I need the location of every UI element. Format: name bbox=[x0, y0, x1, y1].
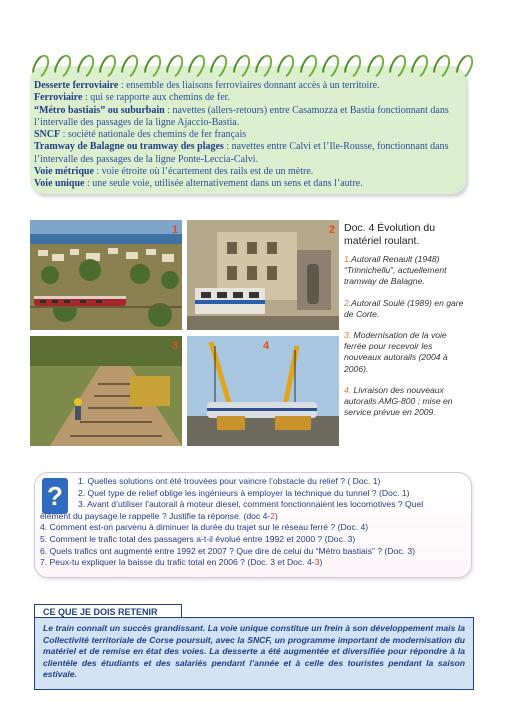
question-item: 6. Quels trafics ont augmenté entre 1992 et 2007 ? Que dire de celui du “Métro bastiais” ? (Doc. 3) bbox=[40, 545, 415, 556]
caption-item: 4. Livraison des nouveaux autorails AMG-800 ; mise en service prévue en 2009. bbox=[344, 384, 453, 418]
question-item: 1. Quelles solutions ont été trouvées pour vaincre l’obstacle du relief ? ( Doc. 1) bbox=[78, 476, 381, 486]
glossary-entry: “Métro bastiais” ou suburbain : navettes (allers-retours) entre Casamozza et Bastia fonctionnant dans l’intervalle des passages de la ligne Ajaccio-Bastia. bbox=[34, 104, 449, 128]
glossary-entry: Voie unique : une seule voie, utilisée alternativement dans un sens et dans l’autre. bbox=[34, 178, 363, 190]
photo-amg800-delivery bbox=[187, 336, 339, 446]
question-item: élément du paysage le rappelle ? Justifie ta réponse. (doc 4-2) bbox=[40, 510, 278, 521]
photo-autorail-soule bbox=[187, 220, 339, 330]
photo-number: 2 bbox=[328, 224, 335, 236]
ring-icon bbox=[163, 52, 186, 80]
ring-icon bbox=[186, 52, 209, 80]
doc4-title: Doc. 4 Évolution du matériel roulant. bbox=[344, 222, 436, 247]
glossary-list bbox=[34, 80, 466, 191]
ring-icon bbox=[230, 52, 253, 80]
ring-icon bbox=[30, 52, 53, 80]
glossary-entry: Desserte ferroviaire : ensemble des liaisons ferroviaires donnant accès à un territoire. bbox=[34, 80, 380, 91]
ring-icon bbox=[208, 52, 231, 80]
glossary-entry: SNCF : société nationale des chemins de fer français bbox=[34, 129, 247, 141]
photo-autorail-renault bbox=[30, 220, 182, 330]
ring-icon bbox=[342, 52, 365, 80]
ring-icon bbox=[364, 52, 387, 80]
glossary-entry: Ferroviaire : qui se rapporte aux chemins de fer. bbox=[34, 92, 230, 104]
ring-icon bbox=[431, 52, 454, 80]
ring-icon bbox=[453, 52, 476, 80]
ring-icon bbox=[119, 52, 142, 80]
caption-item: 3. Modernisation de la voie ferrée pour recevoir les nouveaux autorails (2004 à 2006). bbox=[344, 330, 448, 374]
glossary-entry: Tramway de Balagne ou tramway des plages : navettes entre Calvi et l’Ile-Rousse, fonctionnant dans l’intervalle des passages de la ligne Ponte-Leccia-Calvi. bbox=[34, 141, 449, 165]
caption-item: 2.Autorail Soulé (1989) en gare de Corte. bbox=[344, 297, 464, 319]
retain-heading: CE QUE JE DOIS RETENIR bbox=[34, 604, 182, 618]
ring-icon bbox=[319, 52, 342, 80]
glossary-entry: Voie métrique : voie étroite où l’écartement des rails est de un mètre. bbox=[34, 166, 314, 178]
ring-icon bbox=[409, 52, 432, 80]
question-item: 7. Peux-tu expliquer la baisse du trafic total en 2006 ? (Doc. 3 et Doc. 4-3) bbox=[40, 557, 323, 568]
photo-track-modernisation bbox=[30, 336, 182, 446]
notebook-rings bbox=[30, 54, 476, 80]
ring-icon bbox=[96, 52, 119, 80]
ring-icon bbox=[141, 52, 164, 80]
ring-icon bbox=[253, 52, 276, 80]
ring-icon bbox=[297, 52, 320, 80]
question-mark-icon: ? bbox=[42, 478, 68, 514]
question-item: 2. Quel type de relief oblige les ingénieurs à employer la technique du tunnel ? (Doc. 1) bbox=[78, 487, 410, 498]
doc4-caption bbox=[344, 222, 464, 428]
ring-icon bbox=[52, 52, 75, 80]
retain-text: Le train connaît un succès grandissant. La voie unique constitue un frein à son développement mais la Collectivité territoriale de Corse poursuit, avec la SNCF, un programme important de modernisation du matériel et de remise en état des voies. La desserte a été augmentée et diversifiée pour répondre à la clientèle des étudiants et des salariés pendant l’année et à celle des touristes pendant la saison estivale. bbox=[34, 617, 474, 690]
photo-number: 4 bbox=[263, 340, 270, 352]
question-item: 3. Avant d’utiliser l’autorail à moteur diesel, comment fonctionnaient les locomotives ? Quel bbox=[78, 499, 424, 510]
questions-list bbox=[40, 476, 470, 569]
ring-icon bbox=[386, 52, 409, 80]
ring-icon bbox=[74, 52, 97, 80]
question-item: 5. Comment le trafic total des passagers a-t-il évolué entre 1992 et 2000 ? (Doc. 3) bbox=[40, 533, 356, 544]
ring-icon bbox=[275, 52, 298, 80]
photo-number: 1 bbox=[171, 224, 178, 236]
caption-item: 1.Autorail Renault (1948) “Trinnichellu”, actuellement tramway de Balagne. bbox=[344, 254, 447, 287]
photo-number: 3 bbox=[171, 340, 178, 352]
question-item: 4. Comment est-on parvenu à diminuer la durée du trajet sur le réseau ferré ? (Doc. 4) bbox=[40, 522, 369, 533]
